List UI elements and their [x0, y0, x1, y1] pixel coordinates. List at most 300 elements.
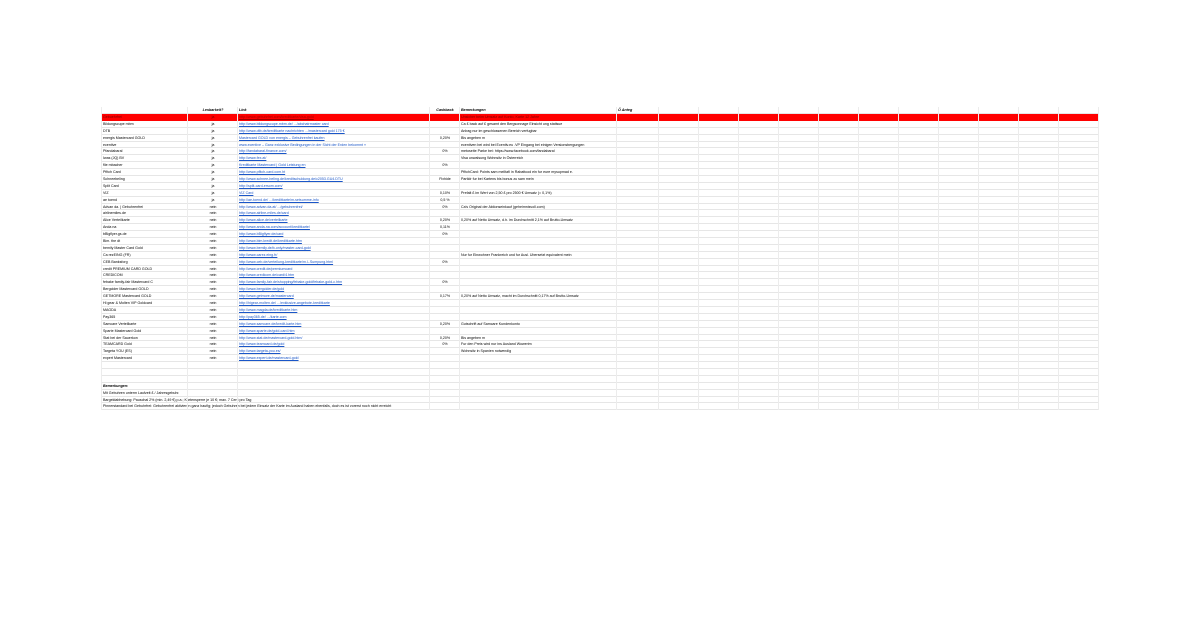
row-readability-cell[interactable] [189, 272, 237, 278]
row-readability-cell[interactable] [189, 148, 237, 154]
row-link[interactable]: http://www.fex.at/ [239, 156, 267, 161]
notes-line[interactable]: Bargeldabhebung: Pauschal 2% (min. 2,49 €) p.a.; Kartensperre je 10 €; max. 7 Cent pro Tag [103, 397, 252, 402]
row-link[interactable]: http://www.samcare.de/kredit-karte.htm [239, 321, 302, 326]
row-remark: Bis angeben m [461, 135, 485, 140]
empty-rows [101, 362, 1098, 383]
row-name: Advan da. | Gebuhrenfrei [103, 204, 144, 209]
empty-row[interactable] [101, 369, 1098, 376]
grid-line [616, 107, 617, 410]
row-remark-cell[interactable] [461, 231, 616, 237]
row-cashback: 0% [442, 149, 448, 154]
row-link-cell[interactable] [239, 259, 429, 265]
row-cashback-cell[interactable] [431, 190, 459, 196]
row-cashback-cell[interactable] [431, 293, 459, 299]
row-remark-cell[interactable] [461, 169, 616, 175]
row-link[interactable]: http://www.stat.de/mastercard-gold.htm/ [239, 335, 303, 340]
row-readability-cell[interactable] [189, 341, 237, 347]
table-row [101, 148, 1098, 155]
row-name-cell[interactable] [103, 300, 187, 306]
row-name: bemily Master Card Gold [103, 245, 143, 250]
row-link-cell[interactable] [239, 155, 429, 161]
row-link[interactable]: http://www.ceb.de/verteilung-kreditkarte/m.l-.Sumpung.html [239, 259, 334, 264]
row-link[interactable]: http://www.magda.de/kreditkarte.htm [239, 307, 298, 312]
row-name: bBigflyer.gs.de [103, 232, 127, 237]
row-remark-cell[interactable] [461, 135, 616, 141]
row-name-cell[interactable] [103, 114, 187, 120]
row-link[interactable]: http://split-card-ersom.com/ [239, 183, 283, 188]
row-readability-cell[interactable] [189, 210, 237, 216]
table-row [101, 279, 1098, 286]
row-readability-cell[interactable] [189, 266, 237, 272]
row-cashback-cell[interactable] [431, 300, 459, 306]
grid-line [429, 107, 430, 410]
row-remark-cell[interactable] [461, 142, 616, 148]
row-name-cell[interactable] [103, 341, 187, 347]
row-readability-cell[interactable] [189, 135, 237, 141]
row-link[interactable]: http://www.schnee-beling.de/kreditschuldung.de/c2053.GU4.DTU [239, 177, 343, 182]
row-cashback-cell[interactable] [431, 148, 459, 154]
empty-row[interactable] [101, 362, 1098, 369]
row-readability-cell[interactable] [189, 279, 237, 285]
header-cashback[interactable]: Cashback [436, 108, 454, 112]
row-link-cell[interactable] [239, 176, 429, 182]
row-readability-cell[interactable] [189, 169, 237, 175]
row-readability: nein [209, 211, 217, 216]
row-name: Anda na [103, 225, 117, 230]
row-name-cell[interactable] [103, 252, 187, 258]
row-name-cell[interactable] [103, 293, 187, 299]
row-remark-cell[interactable] [461, 307, 616, 313]
table-row [101, 169, 1098, 176]
row-link[interactable]: http://fandabaral-finance.com/ [239, 149, 287, 154]
row-link[interactable]: http://www.credit.de/premiumcard [239, 266, 293, 271]
row-link[interactable]: http://www.family-fair.de/shopping/febake-gold/febake-gold-c.htm [239, 280, 343, 285]
row-link[interactable]: http://www.getmore.de/mastercard [239, 294, 294, 299]
row-remark-cell[interactable] [461, 314, 616, 320]
row-cashback-cell[interactable] [431, 204, 459, 210]
row-name: CEB Banksforg [103, 259, 128, 264]
row-name-cell[interactable] [103, 190, 187, 196]
row-readability-cell[interactable] [189, 238, 237, 244]
row-cashback-cell[interactable] [431, 169, 459, 175]
row-link-cell[interactable] [239, 169, 429, 175]
table-row [101, 162, 1098, 169]
row-link[interactable]: http://www.bBigflyer.de/card [239, 232, 284, 237]
row-readability: nein [209, 349, 217, 354]
row-name: Alice Verteilkarte [103, 218, 130, 223]
notes-title-row [101, 383, 1098, 390]
table-row [101, 321, 1098, 328]
row-remark-cell[interactable] [461, 293, 616, 299]
row-link-cell[interactable] [239, 314, 429, 320]
row-cashback-cell[interactable] [431, 328, 459, 334]
table-row [101, 307, 1098, 314]
row-readability-cell[interactable] [189, 348, 237, 354]
row-link-cell[interactable] [239, 231, 429, 237]
row-cashback-cell[interactable] [431, 279, 459, 285]
row-readability-cell[interactable] [189, 197, 237, 203]
row-link-cell[interactable] [239, 148, 429, 154]
row-cashback-cell[interactable] [431, 314, 459, 320]
row-link[interactable]: http://higear-molten.de/ .../exklusive-angebote-kreditkarte [239, 301, 330, 306]
row-remark-cell[interactable] [461, 279, 616, 285]
row-link-cell[interactable] [239, 335, 429, 341]
row-link-cell[interactable] [239, 300, 429, 306]
row-link[interactable]: http://www.teamcard.de/gold [239, 342, 285, 347]
row-name-cell[interactable] [103, 148, 187, 154]
row-readability-cell[interactable] [189, 293, 237, 299]
row-remark: 0,20% auf Netto Umsatz, d.h. im Durchschnitt 2,1% auf Brutto-Umsatz [461, 218, 573, 223]
row-readability: ja [211, 121, 215, 126]
row-readability-cell[interactable] [189, 176, 237, 182]
row-cashback: Fixhide [439, 177, 451, 182]
row-link[interactable]: http://www.pfitch-card.com.ht [239, 170, 286, 175]
row-cashback-cell[interactable] [431, 135, 459, 141]
row-cashback-cell[interactable] [431, 224, 459, 230]
row-link[interactable]: http://www.targeta-you.es/ [239, 349, 281, 354]
row-cashback-cell[interactable] [431, 162, 459, 168]
table-row [101, 348, 1098, 355]
table-row [101, 272, 1098, 279]
row-link-cell[interactable] [239, 142, 429, 148]
row-link-cell[interactable] [239, 279, 429, 285]
row-cashback-cell[interactable] [431, 217, 459, 223]
row-remark-cell[interactable] [461, 328, 616, 334]
row-link-cell[interactable] [239, 224, 429, 230]
row-link[interactable]: Mastercard GOLD von energis – Gebuhrenfrei kaufen [239, 135, 325, 140]
header-readability[interactable]: Lesbarkeit? [202, 108, 224, 112]
row-remark-cell[interactable] [461, 190, 616, 196]
row-link-cell[interactable] [239, 183, 429, 189]
row-readability-cell[interactable] [189, 252, 237, 258]
row-remark-cell[interactable] [461, 224, 616, 230]
row-link[interactable]: http://www.gebuhrfrei.com/kreditkarte/visa-gold [239, 115, 314, 119]
row-readability: nein [209, 301, 217, 306]
row-remark-cell[interactable] [461, 217, 616, 223]
row-remark-cell[interactable] [461, 114, 616, 120]
table-row [101, 183, 1098, 190]
row-name-cell[interactable] [103, 142, 187, 148]
row-link-cell[interactable] [239, 121, 429, 127]
row-name-cell[interactable] [103, 335, 187, 341]
grid-line [978, 107, 979, 410]
row-readability: nein [209, 239, 217, 244]
notes-title[interactable]: Bemerkungen: [103, 383, 129, 388]
row-remark: Anlrag nur im geschlossenen Bereich verfugbar [461, 128, 537, 133]
row-name: febake family-fair Mastercard C [103, 280, 153, 285]
row-readability: nein [209, 232, 217, 237]
row-name: airlinemiles.de [103, 211, 126, 216]
row-cashback-cell[interactable] [431, 238, 459, 244]
row-remark-cell[interactable] [461, 335, 616, 341]
row-remark-cell[interactable] [461, 259, 616, 265]
table-row [101, 341, 1098, 348]
row-cashback-cell[interactable] [431, 341, 459, 347]
row-name-cell[interactable] [103, 279, 187, 285]
row-remark: 0,20% auf Netto Umsatz, macht im Durchschnitt 0,17% auf Brutto-Umsatz [461, 294, 579, 299]
row-readability-cell[interactable] [189, 155, 237, 161]
row-remark-cell[interactable] [461, 321, 616, 327]
row-cashback-cell[interactable] [431, 307, 459, 313]
row-readability-cell[interactable] [189, 321, 237, 327]
row-name-cell[interactable] [103, 197, 187, 203]
row-readability-cell[interactable] [189, 114, 237, 120]
empty-row[interactable] [101, 376, 1098, 383]
row-link-cell[interactable] [239, 114, 429, 120]
row-cashback-cell[interactable] [431, 176, 459, 182]
notes-line[interactable]: Mit Gebuhren unterm Laufzeit £ / Jahresgebuhr. [103, 390, 180, 395]
row-readability: ja [211, 163, 215, 168]
row-remark-cell[interactable] [461, 183, 616, 189]
row-readability: nein [209, 342, 217, 347]
row-link-cell[interactable] [239, 348, 429, 354]
row-cashback-cell[interactable] [431, 197, 459, 203]
row-remark-cell[interactable] [461, 252, 616, 258]
row-link[interactable]: http://www.credicom.de/card/4.htm [239, 273, 295, 278]
row-remark: Fur den Preis wird nur ins Ausland Wowerim [461, 342, 532, 347]
row-link-cell[interactable] [239, 135, 429, 141]
row-remark-cell[interactable] [461, 238, 616, 244]
row-readability-cell[interactable] [189, 259, 237, 265]
row-link-cell[interactable] [239, 293, 429, 299]
row-name-cell[interactable] [103, 204, 187, 210]
row-readability-cell[interactable] [189, 300, 237, 306]
row-cashback-cell[interactable] [431, 335, 459, 341]
row-name-cell[interactable] [103, 183, 187, 189]
row-link[interactable]: http://www.bildungscupe.mbm.de/ .../abchatrmaster card [239, 121, 329, 126]
row-remark-cell[interactable] [461, 162, 616, 168]
row-readability-cell[interactable] [189, 121, 237, 127]
row-link[interactable]: http://www.bim.kredit.de/kreditkarte.htm [239, 239, 302, 244]
row-remark-cell[interactable] [461, 355, 616, 361]
row-remark-cell[interactable] [461, 176, 616, 182]
row-readability-cell[interactable] [189, 314, 237, 320]
row-readability-cell[interactable] [189, 286, 237, 292]
row-link-cell[interactable] [239, 252, 429, 258]
row-link-cell[interactable] [239, 266, 429, 272]
row-cashback-cell[interactable] [431, 259, 459, 265]
row-link[interactable]: http://www.alice.de/verteilkarte [239, 218, 288, 223]
row-cashback-cell[interactable] [431, 155, 459, 161]
grid-line [738, 107, 739, 410]
row-remark-cell[interactable] [461, 197, 616, 203]
row-link[interactable]: http://ae-toend.de/ .../kreditkarte/m-setsumme-info [239, 197, 319, 202]
row-readability-cell[interactable] [189, 231, 237, 237]
row-cashback: 0,5 % [440, 197, 450, 202]
row-readability-cell[interactable] [189, 307, 237, 313]
row-remark-cell[interactable] [461, 121, 616, 127]
row-remark-cell[interactable] [461, 341, 616, 347]
row-link[interactable]: http://www.sparte.de/gold-card.htm [239, 328, 295, 333]
row-name: DTB [103, 128, 111, 133]
row-readability-cell[interactable] [189, 128, 237, 134]
row-link-cell[interactable] [239, 128, 429, 134]
row-cashback-cell[interactable] [431, 121, 459, 127]
row-link[interactable]: http://www.dtb.de/kreditkarte nachrichten .../mastercard gold 175 € [239, 128, 345, 133]
row-name-cell[interactable] [103, 128, 187, 134]
row-readability-cell[interactable] [189, 217, 237, 223]
row-name-cell[interactable] [103, 348, 187, 354]
row-cashback-cell[interactable] [431, 114, 459, 120]
row-link-cell[interactable] [239, 272, 429, 278]
table-row [101, 314, 1098, 321]
grid-line [459, 107, 460, 410]
row-remark-cell[interactable] [461, 128, 616, 134]
row-name-cell[interactable] [103, 272, 187, 278]
row-readability: nein [209, 314, 217, 319]
row-cashback-cell[interactable] [431, 252, 459, 258]
row-name-cell[interactable] [103, 355, 187, 361]
row-readability-cell[interactable] [189, 142, 237, 148]
row-readability: nein [209, 280, 217, 285]
row-name: flie mbacher [103, 163, 123, 168]
row-name-cell[interactable] [103, 321, 187, 327]
row-link[interactable]: www.ecentive – Ganz exklusive Bedingungen in der Sicht der Erden bekommt » [239, 142, 367, 147]
header-remarks[interactable]: Bemerkungen [461, 108, 486, 112]
row-link-cell[interactable] [239, 328, 429, 334]
row-remark-cell[interactable] [461, 272, 616, 278]
row-readability-cell[interactable] [189, 355, 237, 361]
notes-line-row [101, 397, 1098, 404]
row-readability-cell[interactable] [189, 245, 237, 251]
row-cashback: 0,20% [439, 135, 451, 140]
row-link-cell[interactable] [239, 197, 429, 203]
row-readability-cell[interactable] [189, 183, 237, 189]
row-cashback-cell[interactable] [431, 321, 459, 327]
row-name-cell[interactable] [103, 314, 187, 320]
row-cashback-cell[interactable] [431, 210, 459, 216]
row-link[interactable]: http://www.carez.eing.fr/ [239, 252, 278, 257]
row-name-cell[interactable] [103, 135, 187, 141]
row-name: Iwas (JQ) BV [103, 156, 125, 161]
row-name-cell[interactable] [103, 307, 187, 313]
row-remark-cell[interactable] [461, 348, 616, 354]
row-remark-cell[interactable] [461, 266, 616, 272]
table-row [101, 231, 1098, 238]
row-name-cell[interactable] [103, 231, 187, 237]
row-readability-cell[interactable] [189, 335, 237, 341]
row-link-cell[interactable] [239, 245, 429, 251]
row-cashback: 0% [442, 280, 448, 285]
row-readability: nein [209, 252, 217, 257]
row-readability-cell[interactable] [189, 162, 237, 168]
row-link-cell[interactable] [239, 286, 429, 292]
row-name-cell[interactable] [103, 210, 187, 216]
row-link-cell[interactable] [239, 204, 429, 210]
row-readability: ja [211, 115, 215, 119]
row-link-cell[interactable] [239, 162, 429, 168]
row-remark-cell[interactable] [461, 148, 616, 154]
row-link[interactable]: http://www.expert.de/mastercard-gold [239, 356, 299, 361]
row-name: Schneebeling [103, 177, 125, 182]
row-link[interactable]: http://www.advan.da.at/ .../gebuhrenfrei/ [239, 204, 303, 209]
row-readability-cell[interactable] [189, 190, 237, 196]
row-name: Gebuehrfrei [103, 115, 122, 119]
row-name-cell[interactable] [103, 259, 187, 265]
row-readability: ja [211, 149, 215, 154]
notes-block [101, 383, 1098, 411]
row-link[interactable]: Kreditkarte Mastercard | Gold Leistung en [239, 163, 306, 168]
row-link-cell[interactable] [239, 355, 429, 361]
row-remark-cell[interactable] [461, 155, 616, 161]
row-name-cell[interactable] [103, 162, 187, 168]
row-cashback-cell[interactable] [431, 142, 459, 148]
row-cashback-cell[interactable] [431, 348, 459, 354]
row-name-cell[interactable] [103, 176, 187, 182]
row-remark-cell[interactable] [461, 204, 616, 210]
row-link-cell[interactable] [239, 307, 429, 313]
row-name-cell[interactable] [103, 224, 187, 230]
grid-line [1018, 107, 1019, 410]
row-link-cell[interactable] [239, 190, 429, 196]
row-cashback: 0% [442, 342, 448, 347]
row-remark: Partidr fur bei Kartens bis bonus zu sam mein [461, 177, 534, 182]
row-name-cell[interactable] [103, 217, 187, 223]
table-row [101, 204, 1098, 211]
row-remark-cell[interactable] [461, 300, 616, 306]
row-link[interactable]: http://pay365.de/ .../karte.com [239, 314, 287, 319]
row-readability-cell[interactable] [189, 204, 237, 210]
row-name-cell[interactable] [103, 245, 187, 251]
row-link[interactable]: VIZ Card [239, 190, 254, 195]
row-name-cell[interactable] [103, 155, 187, 161]
row-name-cell[interactable] [103, 266, 187, 272]
row-readability: ja [211, 128, 215, 133]
row-readability-cell[interactable] [189, 224, 237, 230]
row-name-cell[interactable] [103, 169, 187, 175]
row-link-cell[interactable] [239, 217, 429, 223]
grid-line [1098, 107, 1099, 410]
row-cashback-cell[interactable] [431, 183, 459, 189]
row-link[interactable]: http://www.airline-miles.de/card [239, 211, 289, 216]
table-row [101, 335, 1098, 342]
row-link-cell[interactable] [239, 238, 429, 244]
header-name[interactable] [103, 107, 187, 113]
notes-line[interactable]: Pinnerstandard bei Gebuhrfrei: Gebuhrenfrei aktivieren ganz haufig; jedoch Gebuhren bei jedem Einsatz der Karte im Ausland haben ebenfalls, doch es ist vorerst noch nicht erreicht [103, 404, 392, 409]
header-share[interactable]: Ö Anteg [618, 108, 633, 112]
row-remark: Ca £ back auf £ gesamt den Bergsonnage Einsicht ung statisue [461, 121, 563, 126]
row-remark: Ca's Original der Aktionseinkauf (geheimnisvoll.com) [461, 204, 545, 209]
row-cashback-cell[interactable] [431, 355, 459, 361]
row-readability: nein [209, 259, 217, 264]
row-name-cell[interactable] [103, 286, 187, 292]
table-row [101, 300, 1098, 307]
row-cashback-cell[interactable] [431, 128, 459, 134]
row-name-cell[interactable] [103, 238, 187, 244]
row-remark-cell[interactable] [461, 210, 616, 216]
row-remark: Wohnsitz in Spanien notwendig [461, 349, 512, 354]
row-cashback-cell[interactable] [431, 245, 459, 251]
table-row [101, 135, 1098, 142]
row-cashback-cell[interactable] [431, 286, 459, 292]
row-readability-cell[interactable] [189, 328, 237, 334]
row-readability: nein [209, 204, 217, 209]
row-name-cell[interactable] [103, 328, 187, 334]
row-link[interactable]: http://www.anda-na.com/account/kreditkarte/ [239, 225, 310, 230]
row-link[interactable]: http://www.bemily.de/b-only/master-card-gold [239, 245, 311, 250]
header-link[interactable]: Link [239, 108, 247, 112]
row-cashback-cell[interactable] [431, 231, 459, 237]
row-link[interactable]: http://www.bergcider.de/gold [239, 287, 285, 292]
row-remark-cell[interactable] [461, 286, 616, 292]
row-link-cell[interactable] [239, 321, 429, 327]
row-cashback-cell[interactable] [431, 266, 459, 272]
row-remark-cell[interactable] [461, 245, 616, 251]
row-name-cell[interactable] [103, 121, 187, 127]
row-link-cell[interactable] [239, 341, 429, 347]
row-cashback-cell[interactable] [431, 272, 459, 278]
row-link-cell[interactable] [239, 210, 429, 216]
